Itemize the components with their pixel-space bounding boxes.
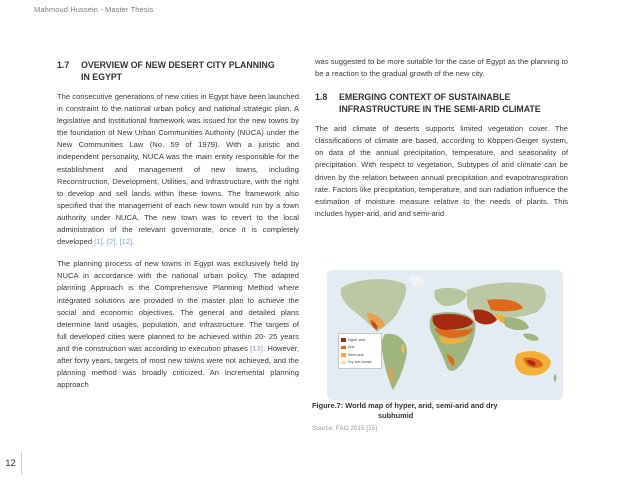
legend-item: [341, 359, 379, 367]
text-line: the estimation of moisture measure relative to the needs: [315, 184, 568, 206]
section-title-line: IN EGYPT: [81, 71, 123, 82]
text-line: precipitation and evapotranspiration rate. Factors like: [315, 172, 568, 194]
text-line: that the management of each new town would run by a: [89, 200, 281, 210]
section-title-line: EMERGING CONTEXT OF SUSTAINABLE: [339, 92, 511, 103]
legend-item: [341, 344, 379, 352]
figure-caption: [312, 401, 574, 420]
text-line: and national strategic plan. A legislative and Institutional: [57, 104, 299, 126]
text-line: precipitation. With respect to vegetation, Subtypes of arid: [315, 160, 514, 170]
citation-link[interactable]: [1], [2], [12].: [94, 237, 135, 247]
section-title: [339, 92, 568, 115]
section-title-line: OVERVIEW OF NEW DESERT CITY PLANNING: [81, 60, 275, 70]
left-column: [57, 60, 299, 391]
paragraph: [315, 123, 568, 220]
running-header: Mahmoud Hussein - Master Thesis: [34, 5, 154, 14]
text-line: Utilities, and Infrastructure, with the right to develop and: [57, 176, 299, 198]
text-line: sell lands within these towns. The framework also specified: [57, 188, 300, 210]
text-line: town authority under NUCA. The new town was to revert: [57, 200, 299, 222]
text-line: construction was according to execution phases: [85, 343, 251, 353]
text-line: once it is completely developed: [57, 225, 299, 247]
text-line: annual precipitation, temperature, and seasonality of: [375, 148, 568, 158]
right-column: [315, 56, 568, 220]
paragraph: [315, 56, 568, 80]
caption-line: subhumid: [378, 410, 414, 420]
section-title: [81, 60, 299, 83]
text-line: been launched in constraint to the national urban policy: [57, 92, 299, 114]
text-line: to the local administration of the relevant governorate,: [57, 212, 299, 235]
caption-line: Figure.7: World map of hyper, arid, semi-arid and dry: [312, 401, 498, 410]
text-line: is the Comprehensive Planning Method where integrated: [57, 283, 299, 305]
section-number: 1.8: [315, 92, 328, 103]
text-line: broadly criticized. An Incremental planning approach: [57, 368, 299, 390]
text-line: were not achieved, and the planning method was: [57, 355, 299, 378]
paragraph: [57, 258, 299, 391]
text-line: responsible for the establishment and management of: [57, 152, 299, 174]
text-line: precipitation, temperature, and sun radiation influence: [373, 184, 556, 194]
text-line: exclusively held by NUCA in accordance with the: [57, 259, 299, 281]
text-line: planned to be achieved within 20- 25 years and the: [57, 331, 299, 353]
text-line: solutions are provided in the master plan to achieve: [94, 295, 285, 305]
legend-swatch: [341, 346, 346, 350]
text-line: national urban policy. The adapted planning Approach: [57, 271, 299, 293]
legend-label: Hyper-arid: [348, 337, 365, 342]
citation-link[interactable]: [13].: [250, 343, 265, 353]
text-line: new towns, including Reconstruction, Development,: [57, 164, 299, 186]
text-line: detailed plans determine land usages, population, and: [57, 307, 299, 329]
text-line: cover. The classifications of climate are based,: [315, 124, 568, 146]
legend-swatch: [341, 353, 346, 357]
text-line: of New Urban Communities Authority (NUCA) under the: [108, 128, 299, 138]
text-line: infrastructure. The targets of full developed cities were: [57, 319, 299, 341]
text-line: framework was issued for the new towns by the foundation: [57, 116, 299, 138]
legend-item: [341, 336, 379, 344]
text-line: as the planning to be a reaction to the gradual growth: [315, 57, 568, 79]
text-line: of plants. This includes hyper-arid, arid and semi-arid: [315, 196, 568, 218]
text-line: The planning process of new towns in Egypt was: [57, 259, 231, 269]
text-line: However, after forty years, targets of most new towns: [57, 343, 299, 365]
legend-label: Dry sub-humid: [348, 360, 372, 365]
map-legend: [338, 333, 382, 369]
text-line: the social and economic objectives. The general and: [57, 295, 299, 317]
paragraph: [57, 91, 299, 248]
legend-item: [341, 351, 379, 359]
legend-label: Semi-arid: [348, 352, 364, 357]
text-line: New Communities Law (No. 59 of 1979). With a juristic: [57, 140, 280, 150]
text-line: was suggested to be more suitable for the case of Egypt: [315, 57, 506, 66]
text-line: The arid climate of deserts supports limited vegetation: [315, 124, 524, 134]
legend-label: Arid: [348, 345, 355, 350]
legend-swatch: [341, 361, 346, 365]
page-number: 12: [0, 451, 22, 475]
text-line: The consecutive generations of new cities in Egypt have: [57, 92, 247, 101]
section-heading-1-8: [315, 92, 568, 115]
section-number: 1.7: [57, 60, 70, 70]
text-line: climate can be driven by the relation between annual: [315, 160, 568, 182]
section-heading-1-7: [57, 60, 299, 83]
text-line: and independent personality, NUCA was the main entity: [57, 140, 299, 162]
figure-source: Source: FAO 2015 [15]: [312, 425, 378, 432]
legend-swatch: [341, 338, 346, 342]
section-title-line: INFRASTRUCTURE IN THE SEMI-ARID CLIMATE: [339, 103, 541, 114]
text-line: of the new city.: [434, 69, 485, 79]
text-line: according to Köppen-Geiger system, on data of the: [315, 136, 568, 158]
